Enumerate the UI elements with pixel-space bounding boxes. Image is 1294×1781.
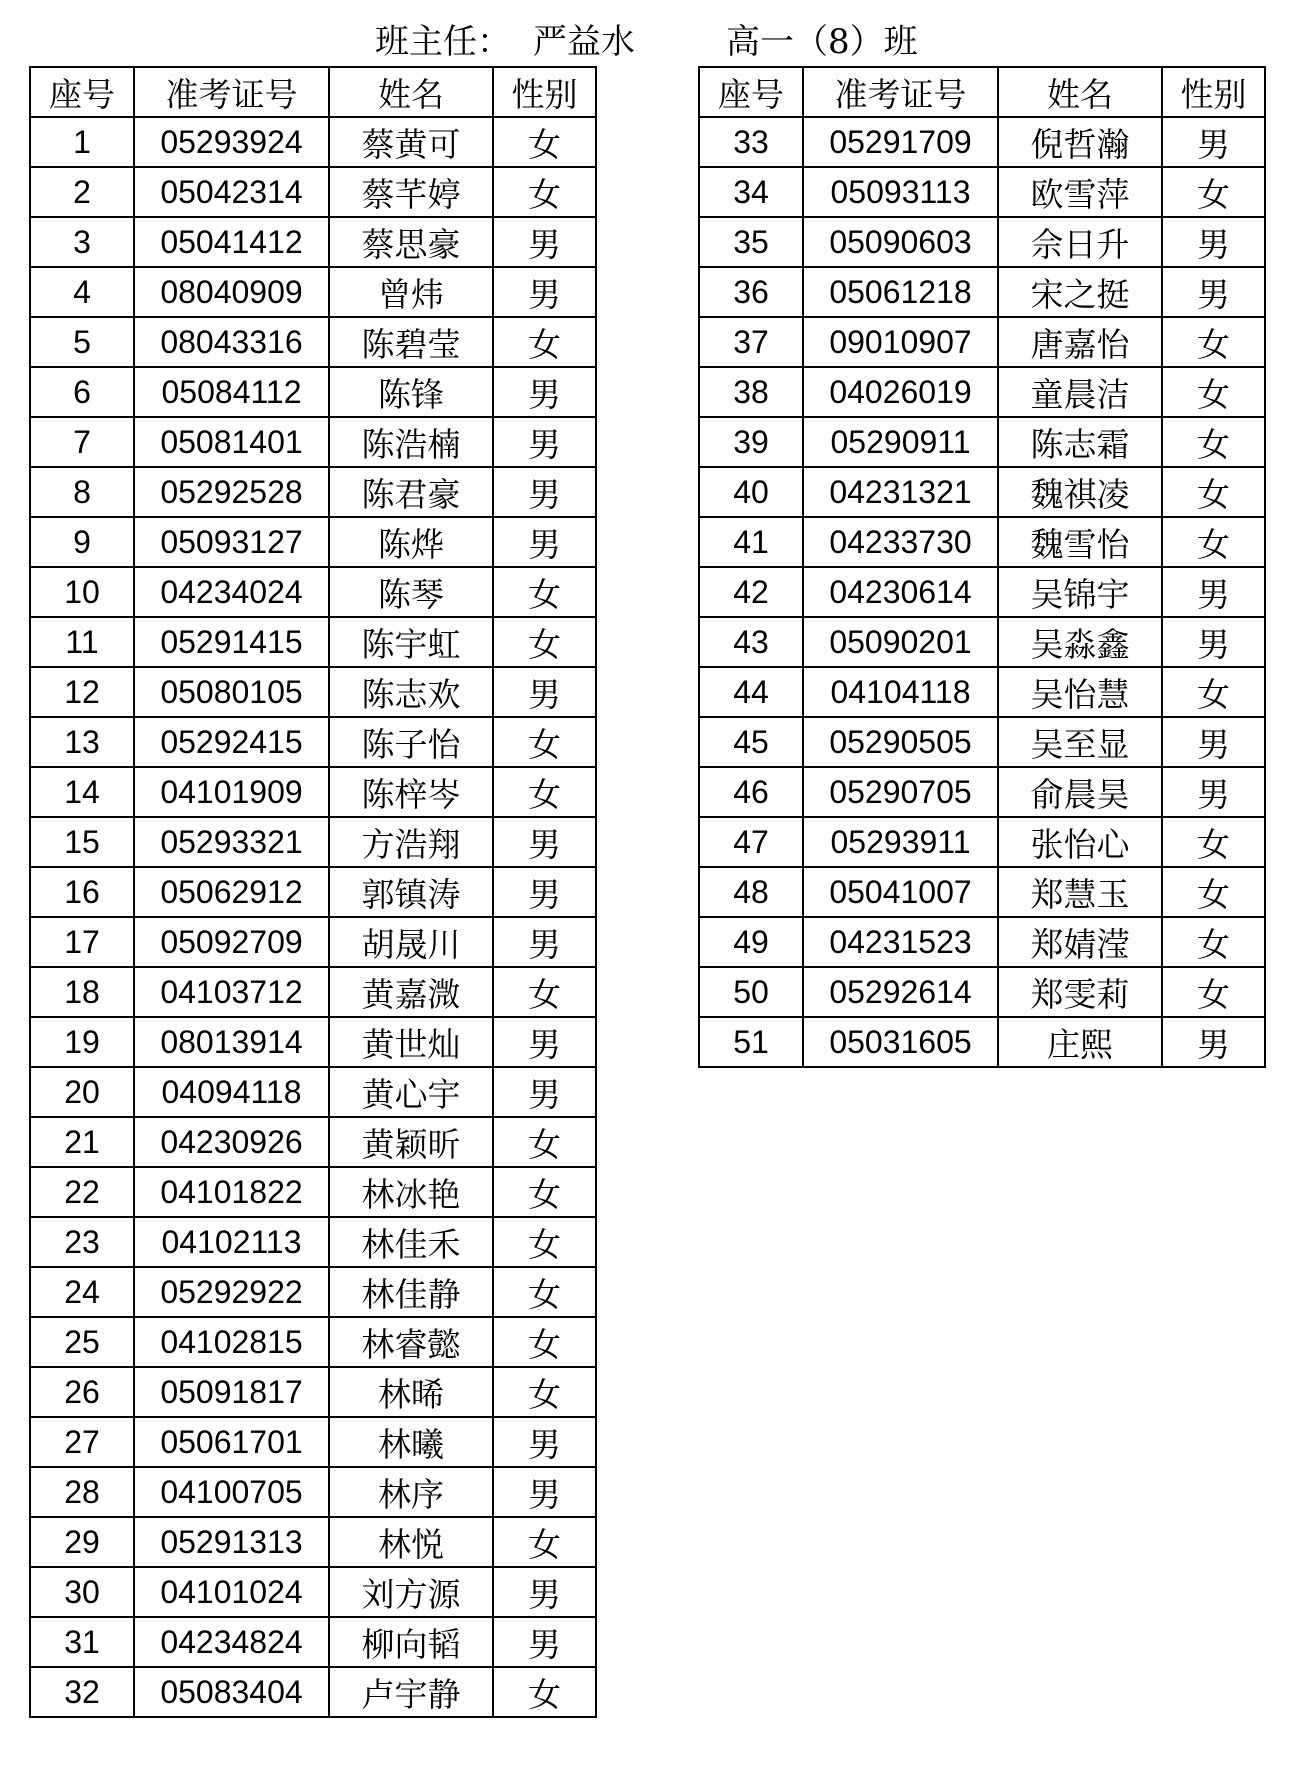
exam-id-cell: 04100705 <box>134 1467 329 1517</box>
table-row <box>699 967 1265 1017</box>
exam-id-cell: 04101024 <box>134 1567 329 1617</box>
table-row <box>30 817 596 867</box>
name-cell: 佘日升 <box>998 217 1162 267</box>
name-cell: 陈宇虹 <box>329 617 493 667</box>
name-cell: 林悦 <box>329 1517 493 1567</box>
seat-cell: 46 <box>699 767 803 817</box>
table-row <box>699 417 1265 467</box>
gender-cell: 女 <box>493 1367 596 1417</box>
exam-id-cell: 05093127 <box>134 517 329 567</box>
gender-cell: 女 <box>1162 417 1265 467</box>
table-row <box>699 467 1265 517</box>
exam-id-cell: 04101909 <box>134 767 329 817</box>
seat-cell: 5 <box>30 317 134 367</box>
name-cell: 俞晨昊 <box>998 767 1162 817</box>
name-cell: 童晨洁 <box>998 367 1162 417</box>
name-cell: 陈梓岑 <box>329 767 493 817</box>
table-row <box>30 667 596 717</box>
gender-cell: 女 <box>1162 867 1265 917</box>
exam-id-cell: 04231321 <box>803 467 998 517</box>
exam-id-cell: 04234824 <box>134 1617 329 1667</box>
gender-cell: 女 <box>493 1267 596 1317</box>
name-cell: 卢宇静 <box>329 1667 493 1717</box>
table-row <box>30 967 596 1017</box>
name-cell: 倪哲瀚 <box>998 117 1162 167</box>
gender-cell: 女 <box>1162 467 1265 517</box>
exam-id-cell: 05090201 <box>803 617 998 667</box>
seat-cell: 33 <box>699 117 803 167</box>
seat-cell: 11 <box>30 617 134 667</box>
gender-cell: 女 <box>493 1167 596 1217</box>
table-row <box>30 1417 596 1467</box>
table-row <box>30 767 596 817</box>
name-cell: 宋之挺 <box>998 267 1162 317</box>
seat-cell: 21 <box>30 1117 134 1167</box>
table-row <box>699 617 1265 667</box>
exam-id-cell: 05062912 <box>134 867 329 917</box>
exam-id-cell: 05291709 <box>803 117 998 167</box>
exam-id-cell: 05031605 <box>803 1017 998 1067</box>
name-cell: 唐嘉怡 <box>998 317 1162 367</box>
seat-cell: 37 <box>699 317 803 367</box>
seat-cell: 38 <box>699 367 803 417</box>
gender-cell: 女 <box>493 167 596 217</box>
seat-cell: 49 <box>699 917 803 967</box>
seat-cell: 23 <box>30 1217 134 1267</box>
gender-cell: 女 <box>493 1667 596 1717</box>
gender-cell: 男 <box>493 517 596 567</box>
table-row <box>30 917 596 967</box>
name-cell: 陈碧莹 <box>329 317 493 367</box>
exam-id-cell: 04103712 <box>134 967 329 1017</box>
seat-cell: 28 <box>30 1467 134 1517</box>
seat-cell: 25 <box>30 1317 134 1367</box>
gender-cell: 男 <box>1162 117 1265 167</box>
table-row <box>699 517 1265 567</box>
teacher-name: 严益水 <box>533 22 635 62</box>
table-row <box>699 567 1265 617</box>
table-row <box>699 1017 1265 1067</box>
exam-id-cell: 04026019 <box>803 367 998 417</box>
exam-id-cell: 08013914 <box>134 1017 329 1067</box>
table-row <box>699 367 1265 417</box>
table-row <box>699 217 1265 267</box>
seat-cell: 18 <box>30 967 134 1017</box>
name-cell: 陈浩楠 <box>329 417 493 467</box>
seat-cell: 39 <box>699 417 803 467</box>
header-row <box>30 67 596 117</box>
table-row <box>30 167 596 217</box>
seat-cell: 16 <box>30 867 134 917</box>
name-cell: 欧雪萍 <box>998 167 1162 217</box>
name-cell: 林晞 <box>329 1367 493 1417</box>
exam-id-cell: 05291415 <box>134 617 329 667</box>
page-header <box>0 20 1294 64</box>
gender-cell: 男 <box>493 1017 596 1067</box>
exam-id-cell: 05042314 <box>134 167 329 217</box>
table-row <box>699 867 1265 917</box>
exam-id-cell: 05292614 <box>803 967 998 1017</box>
table-row <box>30 617 596 667</box>
seat-cell: 34 <box>699 167 803 217</box>
exam-id-cell: 04102113 <box>134 1217 329 1267</box>
gender-cell: 男 <box>1162 767 1265 817</box>
seat-cell: 36 <box>699 267 803 317</box>
exam-id-cell: 05290911 <box>803 417 998 467</box>
gender-cell: 女 <box>493 1517 596 1567</box>
gender-cell: 女 <box>493 717 596 767</box>
gender-cell: 男 <box>1162 567 1265 617</box>
seat-cell: 13 <box>30 717 134 767</box>
table-row <box>30 217 596 267</box>
gender-cell: 女 <box>493 567 596 617</box>
exam-id-cell: 05092709 <box>134 917 329 967</box>
table-row <box>30 117 596 167</box>
seat-cell: 41 <box>699 517 803 567</box>
gender-cell: 男 <box>493 1567 596 1617</box>
seat-cell: 32 <box>30 1667 134 1717</box>
name-cell: 郑雯莉 <box>998 967 1162 1017</box>
table-row <box>699 167 1265 217</box>
gender-cell: 女 <box>1162 167 1265 217</box>
gender-cell: 女 <box>1162 667 1265 717</box>
exam-id-cell: 05061218 <box>803 267 998 317</box>
seat-cell: 8 <box>30 467 134 517</box>
gender-cell: 女 <box>1162 917 1265 967</box>
seat-cell: 44 <box>699 667 803 717</box>
gender-cell: 男 <box>493 367 596 417</box>
seat-cell: 6 <box>30 367 134 417</box>
teacher-line <box>375 20 635 64</box>
name-cell: 魏雪怡 <box>998 517 1162 567</box>
exam-id-cell: 04230926 <box>134 1117 329 1167</box>
exam-id-cell: 04101822 <box>134 1167 329 1217</box>
table-row <box>30 267 596 317</box>
exam-id-cell: 05292922 <box>134 1267 329 1317</box>
name-cell: 林曦 <box>329 1417 493 1467</box>
exam-id-cell: 05293321 <box>134 817 329 867</box>
gender-cell: 女 <box>1162 967 1265 1017</box>
gender-cell: 女 <box>493 117 596 167</box>
name-cell: 陈志霜 <box>998 417 1162 467</box>
table-row <box>699 717 1265 767</box>
table-row <box>30 1517 596 1567</box>
gender-cell: 男 <box>1162 267 1265 317</box>
exam-id-cell: 05041007 <box>803 867 998 917</box>
name-cell: 魏祺凌 <box>998 467 1162 517</box>
header-name: 姓名 <box>329 67 493 117</box>
table-row <box>30 417 596 467</box>
name-cell: 林佳禾 <box>329 1217 493 1267</box>
name-cell: 吴淼鑫 <box>998 617 1162 667</box>
name-cell: 林睿懿 <box>329 1317 493 1367</box>
exam-id-cell: 05293924 <box>134 117 329 167</box>
exam-id-cell: 05291313 <box>134 1517 329 1567</box>
exam-id-cell: 04102815 <box>134 1317 329 1367</box>
gender-cell: 女 <box>1162 367 1265 417</box>
name-cell: 陈琴 <box>329 567 493 617</box>
table-row <box>30 1217 596 1267</box>
seat-cell: 1 <box>30 117 134 167</box>
exam-id-cell: 05290705 <box>803 767 998 817</box>
seat-cell: 26 <box>30 1367 134 1417</box>
table-row <box>699 117 1265 167</box>
gender-cell: 男 <box>493 217 596 267</box>
seat-cell: 24 <box>30 1267 134 1317</box>
seat-cell: 2 <box>30 167 134 217</box>
name-cell: 陈君豪 <box>329 467 493 517</box>
table-row <box>699 767 1265 817</box>
gender-cell: 男 <box>493 417 596 467</box>
seat-cell: 29 <box>30 1517 134 1567</box>
exam-id-cell: 04234024 <box>134 567 329 617</box>
exam-id-cell: 09010907 <box>803 317 998 367</box>
name-cell: 胡晟川 <box>329 917 493 967</box>
gender-cell: 男 <box>493 667 596 717</box>
seat-cell: 19 <box>30 1017 134 1067</box>
gender-cell: 女 <box>1162 317 1265 367</box>
exam-id-cell: 04230614 <box>803 567 998 617</box>
seat-cell: 14 <box>30 767 134 817</box>
gender-cell: 女 <box>493 1217 596 1267</box>
name-cell: 陈烨 <box>329 517 493 567</box>
exam-id-cell: 05081401 <box>134 417 329 467</box>
seat-cell: 9 <box>30 517 134 567</box>
name-cell: 蔡芊婷 <box>329 167 493 217</box>
seat-cell: 50 <box>699 967 803 1017</box>
gender-cell: 男 <box>493 467 596 517</box>
gender-cell: 男 <box>1162 1017 1265 1067</box>
table-row <box>30 867 596 917</box>
gender-cell: 女 <box>493 967 596 1017</box>
class-name: 高一（8）班 <box>726 22 918 62</box>
name-cell: 黄嘉溦 <box>329 967 493 1017</box>
exam-id-cell: 05091817 <box>134 1367 329 1417</box>
header-exam-id: 准考证号 <box>134 67 329 117</box>
exam-id-cell: 04233730 <box>803 517 998 567</box>
seat-cell: 31 <box>30 1617 134 1667</box>
exam-id-cell: 04094118 <box>134 1067 329 1117</box>
name-cell: 林序 <box>329 1467 493 1517</box>
seat-cell: 17 <box>30 917 134 967</box>
gender-cell: 男 <box>493 817 596 867</box>
gender-cell: 男 <box>493 267 596 317</box>
seat-cell: 40 <box>699 467 803 517</box>
exam-id-cell: 05292528 <box>134 467 329 517</box>
gender-cell: 男 <box>493 1417 596 1467</box>
table-row <box>30 1567 596 1617</box>
table-row <box>699 317 1265 367</box>
table-row <box>30 1667 596 1717</box>
name-cell: 郑婧滢 <box>998 917 1162 967</box>
name-cell: 刘方源 <box>329 1567 493 1617</box>
seat-cell: 43 <box>699 617 803 667</box>
name-cell: 吴至显 <box>998 717 1162 767</box>
gender-cell: 男 <box>493 917 596 967</box>
table-row <box>30 1367 596 1417</box>
seat-cell: 15 <box>30 817 134 867</box>
gender-cell: 女 <box>493 1317 596 1367</box>
header-seat: 座号 <box>30 67 134 117</box>
exam-id-cell: 05093113 <box>803 167 998 217</box>
exam-id-cell: 04104118 <box>803 667 998 717</box>
header-gender: 性别 <box>493 67 596 117</box>
table-row <box>699 917 1265 967</box>
name-cell: 黄颖昕 <box>329 1117 493 1167</box>
exam-id-cell: 05083404 <box>134 1667 329 1717</box>
exam-id-cell: 05293911 <box>803 817 998 867</box>
name-cell: 曾炜 <box>329 267 493 317</box>
name-cell: 陈锋 <box>329 367 493 417</box>
table-row <box>30 717 596 767</box>
gender-cell: 男 <box>1162 217 1265 267</box>
roster-table-right <box>698 66 1266 1068</box>
exam-id-cell: 08040909 <box>134 267 329 317</box>
name-cell: 郑慧玉 <box>998 867 1162 917</box>
name-cell: 黄心宇 <box>329 1067 493 1117</box>
gender-cell: 女 <box>1162 517 1265 567</box>
gender-cell: 女 <box>493 1117 596 1167</box>
seat-cell: 35 <box>699 217 803 267</box>
name-cell: 黄世灿 <box>329 1017 493 1067</box>
name-cell: 蔡思豪 <box>329 217 493 267</box>
exam-id-cell: 05041412 <box>134 217 329 267</box>
table-row <box>30 1117 596 1167</box>
exam-id-cell: 05090603 <box>803 217 998 267</box>
name-cell: 林冰艳 <box>329 1167 493 1217</box>
exam-id-cell: 04231523 <box>803 917 998 967</box>
table-row <box>30 367 596 417</box>
table-row <box>30 1017 596 1067</box>
table-row <box>30 1067 596 1117</box>
exam-id-cell: 05292415 <box>134 717 329 767</box>
exam-id-cell: 05084112 <box>134 367 329 417</box>
exam-id-cell: 05290505 <box>803 717 998 767</box>
seat-cell: 20 <box>30 1067 134 1117</box>
table-row <box>699 817 1265 867</box>
name-cell: 张怡心 <box>998 817 1162 867</box>
table-row <box>699 667 1265 717</box>
exam-id-cell: 05061701 <box>134 1417 329 1467</box>
gender-cell: 女 <box>493 617 596 667</box>
name-cell: 吴怡慧 <box>998 667 1162 717</box>
name-cell: 吴锦宇 <box>998 567 1162 617</box>
header-row <box>699 67 1265 117</box>
name-cell: 方浩翔 <box>329 817 493 867</box>
table-row <box>30 1467 596 1517</box>
name-cell: 郭镇涛 <box>329 867 493 917</box>
gender-cell: 男 <box>1162 717 1265 767</box>
exam-id-cell: 08043316 <box>134 317 329 367</box>
header-seat: 座号 <box>699 67 803 117</box>
seat-cell: 27 <box>30 1417 134 1467</box>
table-row <box>30 1317 596 1367</box>
table-row <box>699 267 1265 317</box>
seat-cell: 22 <box>30 1167 134 1217</box>
table-row <box>30 517 596 567</box>
seat-cell: 45 <box>699 717 803 767</box>
exam-id-cell: 05080105 <box>134 667 329 717</box>
table-row <box>30 1167 596 1217</box>
header-name: 姓名 <box>998 67 1162 117</box>
table-row <box>30 317 596 367</box>
seat-cell: 7 <box>30 417 134 467</box>
seat-cell: 51 <box>699 1017 803 1067</box>
table-row <box>30 467 596 517</box>
table-row <box>30 567 596 617</box>
gender-cell: 男 <box>493 1067 596 1117</box>
table-row <box>30 1617 596 1667</box>
name-cell: 柳向韬 <box>329 1617 493 1667</box>
seat-cell: 10 <box>30 567 134 617</box>
gender-cell: 男 <box>493 867 596 917</box>
teacher-label: 班主任： <box>375 22 511 62</box>
seat-cell: 47 <box>699 817 803 867</box>
gender-cell: 女 <box>1162 817 1265 867</box>
gender-cell: 男 <box>493 1467 596 1517</box>
header-exam-id: 准考证号 <box>803 67 998 117</box>
name-cell: 蔡黄可 <box>329 117 493 167</box>
seat-cell: 42 <box>699 567 803 617</box>
seat-cell: 48 <box>699 867 803 917</box>
gender-cell: 女 <box>493 317 596 367</box>
name-cell: 陈志欢 <box>329 667 493 717</box>
seat-cell: 12 <box>30 667 134 717</box>
table-row <box>30 1267 596 1317</box>
seat-cell: 3 <box>30 217 134 267</box>
seat-cell: 30 <box>30 1567 134 1617</box>
header-gender: 性别 <box>1162 67 1265 117</box>
name-cell: 林佳静 <box>329 1267 493 1317</box>
gender-cell: 男 <box>493 1617 596 1667</box>
roster-table-left <box>29 66 597 1718</box>
gender-cell: 女 <box>493 767 596 817</box>
gender-cell: 男 <box>1162 617 1265 667</box>
name-cell: 陈子怡 <box>329 717 493 767</box>
seat-cell: 4 <box>30 267 134 317</box>
name-cell: 庄熙 <box>998 1017 1162 1067</box>
